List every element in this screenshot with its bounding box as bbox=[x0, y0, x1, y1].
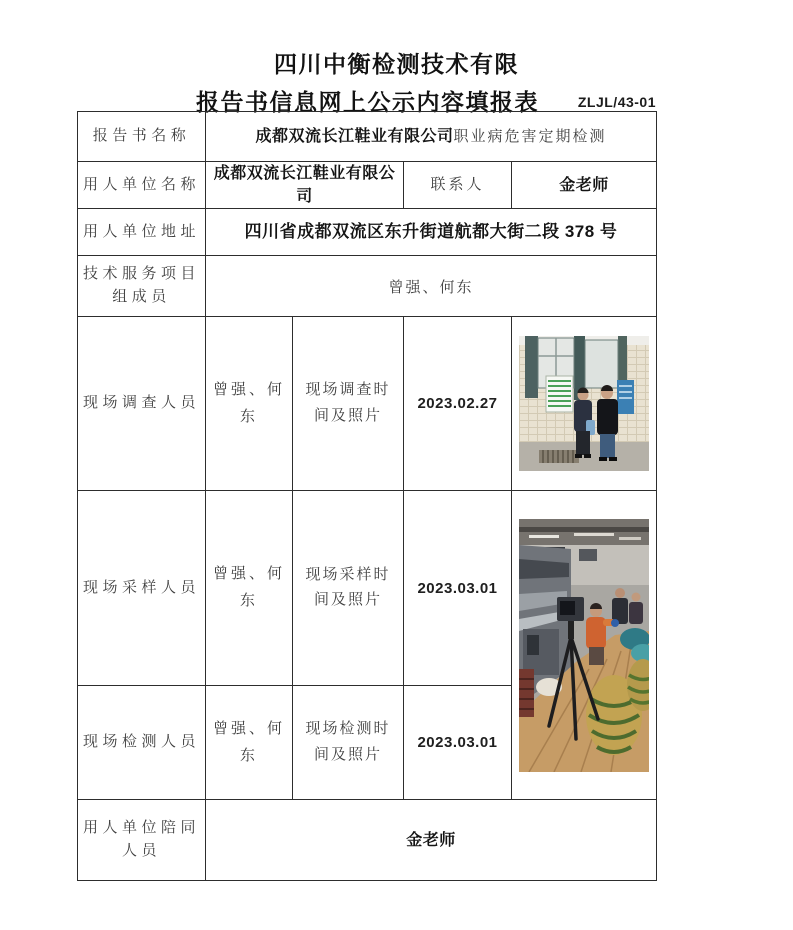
testing-label: 现场检测人员 bbox=[78, 686, 206, 800]
escort-value: 金老师 bbox=[206, 800, 657, 881]
page-title-line1: 四川中衡检测技术有限 bbox=[274, 51, 519, 77]
row-escort bbox=[78, 800, 657, 881]
project-team-value: 曾强、何东 bbox=[206, 256, 657, 317]
form-code: ZLJL/43-01 bbox=[577, 94, 656, 110]
sampling-label: 现场采样人员 bbox=[78, 491, 206, 686]
escort-label: 用人单位陪同人员 bbox=[78, 800, 206, 881]
report-name-suffix: 职业病危害定期检测 bbox=[453, 128, 607, 145]
employer-address-label: 用人单位地址 bbox=[78, 209, 206, 256]
report-name-company: 成都双流长江鞋业有限公司 bbox=[255, 127, 454, 145]
testing-persons: 曾强、何东 bbox=[206, 686, 293, 800]
row-site-sampling bbox=[78, 491, 657, 686]
sampling-date: 2023.03.01 bbox=[404, 491, 512, 686]
report-name-label: 报告书名称 bbox=[78, 112, 206, 162]
survey-label: 现场调查人员 bbox=[78, 317, 206, 491]
sampling-time-label: 现场采样时间及照片 bbox=[293, 491, 404, 686]
employer-name-label: 用人单位名称 bbox=[78, 162, 206, 209]
sampling-photo bbox=[519, 519, 649, 772]
testing-time-label: 现场检测时间及照片 bbox=[293, 686, 404, 800]
sampling-photo-cell bbox=[512, 491, 657, 800]
survey-photo bbox=[519, 336, 649, 471]
testing-date: 2023.03.01 bbox=[404, 686, 512, 800]
contact-label: 联系人 bbox=[404, 162, 512, 209]
survey-photo-cell bbox=[512, 317, 657, 491]
row-site-survey bbox=[78, 317, 657, 491]
employer-name-value: 成都双流长江鞋业有限公司 bbox=[206, 162, 404, 209]
contact-value: 金老师 bbox=[512, 162, 657, 209]
report-info-table bbox=[77, 111, 657, 881]
sampling-persons: 曾强、何东 bbox=[206, 491, 293, 686]
report-name-value bbox=[206, 112, 657, 162]
row-employer-name bbox=[78, 162, 657, 209]
page-title-line2: 报告书信息网上公示内容填报表 bbox=[196, 89, 539, 115]
survey-date: 2023.02.27 bbox=[404, 317, 512, 491]
survey-time-label: 现场调查时间及照片 bbox=[293, 317, 404, 491]
row-report-name bbox=[78, 112, 657, 162]
survey-persons: 曾强、何东 bbox=[206, 317, 293, 491]
employer-address-value: 四川省成都双流区东升街道航都大街二段 378 号 bbox=[206, 209, 657, 256]
project-team-label: 技术服务项目组成员 bbox=[78, 256, 206, 317]
row-project-team bbox=[78, 256, 657, 317]
row-employer-address bbox=[78, 209, 657, 256]
